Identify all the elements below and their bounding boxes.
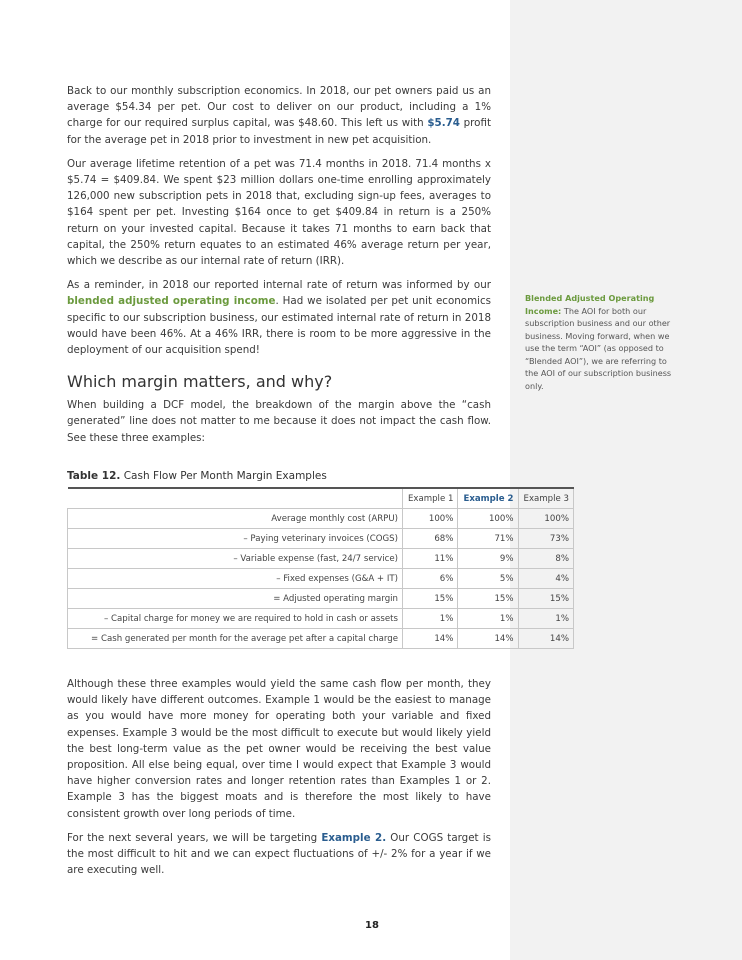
table-caption-label: Table 12.	[67, 470, 121, 482]
header-example-1: Example 1	[403, 488, 458, 509]
cell-value: 1%	[518, 609, 573, 629]
paragraph-text: profit for the average pet in 2018 prior to investment in new pet acquisition.	[67, 117, 492, 146]
table-row	[68, 549, 574, 569]
paragraph-unit-economics	[67, 83, 491, 148]
paragraph-irr-reminder	[67, 277, 491, 358]
paragraph-text: Back to our monthly subscription economics. In 2018, our pet owners paid us an average $54.34 per pet. Our cost to deliver on our product, including a 1% charge for our required surplus capital, was $48.60. This left us with	[67, 85, 491, 130]
paragraph-text: Our COGS target is the most difficult to hit and we can expect fluctuations of +/- 2% for a year if we are executing well.	[67, 831, 491, 877]
cell-value: 14%	[403, 629, 458, 649]
table-header-row	[68, 488, 574, 509]
row-label: = Adjusted operating margin	[68, 589, 403, 609]
main-column-bottom	[67, 676, 491, 886]
table-row	[68, 629, 574, 649]
cell-value: 100%	[403, 509, 458, 529]
sidebar-background	[510, 0, 742, 960]
paragraph-retention: Our average lifetime retention of a pet was 71.4 months in 2018. 71.4 months x $5.74 = $409.84. We spent $23 million dollars one-time enrolling approximately 126,000 new subscription pets in 2018 that, excluding sign-up fees, averages to $164 spent per pet. Investing $164 once to get $409.84 in return is a 250% return on your invested capital. Because it takes 71 months to earn back that capital, the 250% return equates to an estimated 46% average return per year, which we describe as our internal rate of return (IRR).	[67, 157, 491, 268]
table-caption	[67, 470, 327, 482]
table-row	[68, 509, 574, 529]
page-number: 18	[360, 915, 384, 937]
table-row	[68, 589, 574, 609]
example-2-highlight: Example 2.	[321, 831, 387, 844]
row-label: = Cash generated per month for the average pet after a capital charge	[68, 629, 403, 649]
cell-value: 73%	[518, 529, 573, 549]
header-example-2: Example 2	[458, 488, 518, 509]
blended-aoi-term: blended adjusted operating income	[67, 295, 276, 308]
cell-value: 11%	[403, 549, 458, 569]
table-row	[68, 529, 574, 549]
cell-value: 4%	[518, 569, 573, 589]
row-label: – Paying veterinary invoices (COGS)	[68, 529, 403, 549]
cell-value: 15%	[458, 589, 518, 609]
cell-value: 68%	[403, 529, 458, 549]
cell-value: 71%	[458, 529, 518, 549]
paragraph-text: As a reminder, in 2018 our reported internal rate of return was informed by our	[67, 279, 491, 292]
profit-highlight: $5.74	[427, 117, 460, 130]
section-intro: When building a DCF model, the breakdown of the margin above the “cash generated” line does not matter to me because it does not impact the cash flow. See these three examples:	[67, 399, 491, 444]
cell-value: 15%	[518, 589, 573, 609]
paragraph-target	[67, 830, 491, 879]
table-row	[68, 569, 574, 589]
side-note-text: The AOI for both our subscription business and our other business. Moving forward, when we use the term “AOI” (as opposed to “Blended AOI”), we are referring to the AOI of our subscription business only.	[525, 305, 672, 391]
cell-value: 6%	[403, 569, 458, 589]
header-example-3: Example 3	[518, 488, 573, 509]
side-note-definition	[525, 292, 675, 392]
cell-value: 8%	[518, 549, 573, 569]
table-caption-text: Cash Flow Per Month Margin Examples	[120, 470, 327, 482]
table-header-blank	[68, 488, 403, 509]
cell-value: 5%	[458, 569, 518, 589]
side-note-title: Blended Adjusted Operating Income:	[525, 293, 655, 316]
cell-value: 1%	[458, 609, 518, 629]
row-label: – Variable expense (fast, 24/7 service)	[68, 549, 403, 569]
row-label: – Capital charge for money we are required to hold in cash or assets	[68, 609, 403, 629]
cell-value: 100%	[458, 509, 518, 529]
paragraph-text: . Had we isolated per pet unit economics specific to our subscription business, our estimated internal rate of return in 2018 would have been 46%. At a 46% IRR, there is room to be more aggressive in the deployment of our acquisition spend!	[67, 295, 492, 357]
cell-value: 14%	[518, 629, 573, 649]
section-heading: Which margin matters, and why?	[67, 372, 333, 392]
paragraph-outcomes: Although these three examples would yield the same cash flow per month, they would likely have different outcomes. Example 1 would be the easiest to manage as you would have more money for operating both your variable and fixed expenses. Example 3 would be the most difficult to execute but would likely yield the best long-term value as the pet owner would be receiving the best value proposition. All else being equal, over time I would expect that Example 3 would have higher conversion rates and longer retention rates than Examples 1 or 2. Example 3 has the biggest moats and is therefore the most likely to have consistent growth over long periods of time.	[67, 678, 491, 820]
row-label: Average monthly cost (ARPU)	[68, 509, 403, 529]
cash-flow-table	[67, 487, 574, 649]
row-label: – Fixed expenses (G&A + IT)	[68, 569, 403, 589]
cell-value: 100%	[518, 509, 573, 529]
table-row	[68, 609, 574, 629]
cell-value: 9%	[458, 549, 518, 569]
cell-value: 1%	[403, 609, 458, 629]
main-column-top	[67, 83, 491, 454]
cell-value: 14%	[458, 629, 518, 649]
cell-value: 15%	[403, 589, 458, 609]
paragraph-text: For the next several years, we will be targeting	[67, 831, 322, 844]
